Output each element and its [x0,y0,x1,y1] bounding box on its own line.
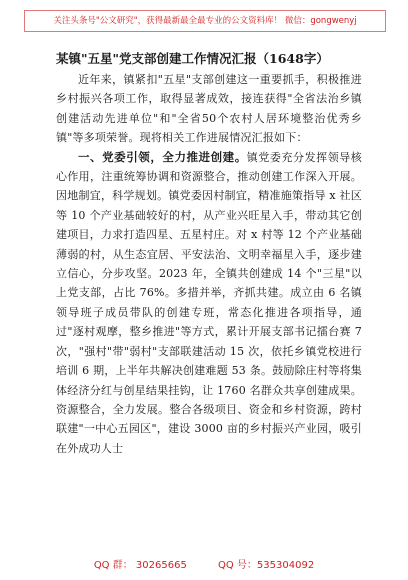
page-title: 某镇"五星"党支部创建工作情况汇报（1648字） [56,51,329,66]
footer [0,556,408,571]
footer-qq-number: QQ 号：535304092 [218,560,315,571]
section-1-paragraph [56,148,362,459]
section-1-heading: 一、党委引领，全力推进创建。 [78,149,247,164]
footer-qq-group: QQ 群： 30265665 [93,560,187,571]
top-banner-text: 关注头条号"公文研究"，获得最新最全最专业的公文资料库！ 微信：gongwenyj [53,16,357,26]
top-banner [24,10,386,32]
document-body [56,70,362,458]
intro-paragraph: 近年来，镇紧扣"五星"支部创建这一重要抓手，积极推进乡村振兴各项工作，取得显著成效，接连获得"全省法治乡镇创建活动先进单位"和"全省50个农村人居环境整治优秀乡镇"等多项荣誉。现将相关工作进展情况汇报如下： [56,73,362,145]
section-1-text: 镇党委充分发挥领导核心作用，注重统筹协调和资源整合，推动创建工作深入开展。因地制宜，科学规划。镇党委因村制宜，精准施策指导 x 社区等 10 个产业基础较好的村，从产业兴旺星入手，带动其它创建项目，力求打造四星、五星村庄。对 x 村等 12 个产业基础薄弱的村，从生态宜居、平安法治、文明幸福星入手，逐步建立信心，分步攻坚。2023 年，全镇共创建成 14 个"三星"以上党支部，占比 76%。多措并举，齐抓共建。成立由 6 名镇领导班子成员带队的创建专班，常态化推进各项指导，通过"逐村观摩，整乡推进"等方式，累计开展支部书记擂台赛 7 次，"强村"带"弱村"支部联建活动 15 次，依托乡镇党校进行培训 6 期，上半年共解决创建难题 53 条。鼓励除庄村等将集体经济分红与创星结果挂钩，让 1760 名群众共享创建成果。资源整合，全力发展。整合各级项目、资金和乡村资源，跨村联建"一中心五园区"，建设 3000 亩的乡村振兴产业园，吸引在外成功人士 [56,150,362,455]
